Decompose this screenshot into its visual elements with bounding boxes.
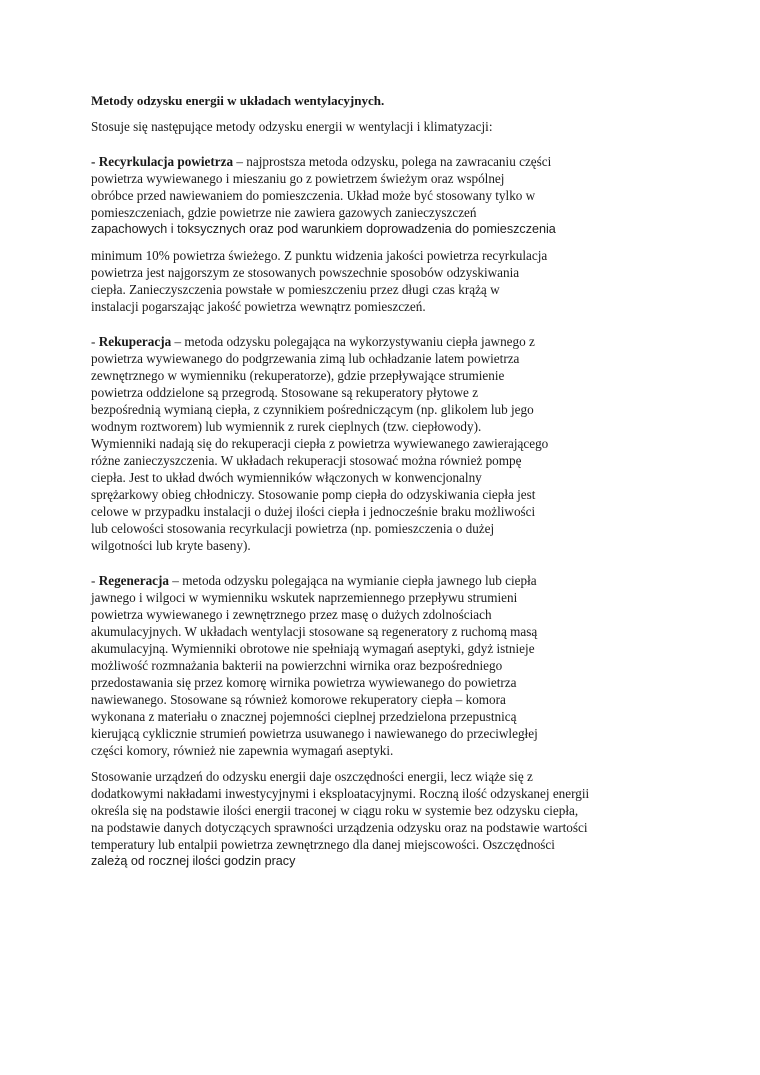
- paragraph-line: wilgotności lub kryte baseny).: [91, 538, 251, 553]
- paragraph-line: [91, 333, 651, 350]
- paragraph-line: przedostawania się przez komorę wirnika powietrza wywiewanego do powietrza: [91, 675, 517, 690]
- paragraph-line: wodnym roztworem) lub wymiennik z rurek cieplnych (tzw. ciepłowody).: [91, 419, 482, 434]
- line-text: – metoda odzysku polegająca na wykorzystywaniu ciepła jawnego z: [171, 334, 535, 349]
- paragraph-line: możliwość rozmnażania bakterii na powierzchni wirnika oraz bezpośredniego: [91, 658, 503, 673]
- paragraph-line: różne zanieczyszczenia. W układach rekuperacji stosować można również pompę: [91, 453, 522, 468]
- paragraph-line: na podstawie danych dotyczących sprawności urządzenia odzysku oraz na podstawie wartości: [91, 820, 588, 835]
- paragraph-line: [91, 153, 651, 170]
- paragraph-line: powietrza wywiewanego do podgrzewania zimą lub ochładzanie latem powietrza: [91, 351, 520, 366]
- paragraph-line: powietrza wywiewanego i mieszaniu go z powietrzem świeżym oraz wspólnej: [91, 171, 505, 186]
- paragraph-line: powietrza jest najgorszym ze stosowanych powszechnie sposobów odzyskiwania: [91, 265, 520, 280]
- paragraph-line: kierującą cyklicznie strumień powietrza usuwanego i nawiewanego do przeciwległej: [91, 726, 538, 741]
- paragraph-line: akumulacyjnych. W układach wentylacji stosowane są regeneratory z ruchomą masą: [91, 624, 538, 639]
- intro-line: Stosuje się następujące metody odzysku energii w wentylacji i klimatyzacji:: [91, 119, 493, 134]
- document-title: Metody odzysku energii w układach wentylacyjnych.: [91, 93, 385, 108]
- paragraph-line: powietrza wywiewanego i zewnętrznego przez masę o dużych zdolnościach: [91, 607, 492, 622]
- paragraph-line: ciepła. Jest to układ dwóch wymienników włączonych w konwencjonalny: [91, 470, 482, 485]
- paragraph-line: pomieszczeniach, gdzie powietrze nie zawiera gazowych zanieczyszczeń: [91, 205, 477, 220]
- paragraph-line: Wymienniki nadają się do rekuperacji ciepła z powietrza wywiewanego zawierającego: [91, 436, 549, 451]
- paragraph-line: sprężarkowy obieg chłodniczy. Stosowanie pomp ciepła do odzyskiwania ciepła jest: [91, 487, 536, 502]
- paragraph-line: akumulacyjną. Wymienniki obrotowe nie spełniają wymagań aseptyki, gdyż istnieje: [91, 641, 535, 656]
- regeneration-paragraph: [91, 572, 651, 759]
- summary-paragraph: [91, 768, 651, 870]
- bullet-dash: -: [91, 334, 99, 349]
- paragraph-line: zewnętrznego w wymienniku (rekuperatorze), gdzie przepływające strumienie: [91, 368, 505, 383]
- recirculation-continuation: [91, 247, 651, 315]
- paragraph-line: jawnego i wilgoci w wymienniku wskutek naprzemiennego przepływu strumieni: [91, 590, 518, 605]
- regeneration-heading: Regeneracja: [98, 573, 169, 588]
- paragraph-line: minimum 10% powietrza świeżego. Z punktu widzenia jakości powietrza recyrkulacja: [91, 248, 548, 263]
- paragraph-line: powietrza oddzielone są przegrodą. Stosowane są rekuperatory płytowe z: [91, 385, 479, 400]
- recuperation-paragraph: [91, 333, 651, 554]
- paragraph-line: Stosowanie urządzeń do odzysku energii daje oszczędności energii, lecz wiąże się z: [91, 769, 533, 784]
- paragraph-line: zapachowych i toksycznych oraz pod warunkiem doprowadzenia do pomieszczenia: [91, 222, 556, 236]
- paragraph-line: części komory, również nie zapewnia wymagań aseptyki.: [91, 743, 394, 758]
- recirculation-heading: - Recyrkulacja powietrza: [91, 154, 234, 169]
- bullet-dash: -: [91, 573, 99, 588]
- paragraph-line: obróbce przed nawiewaniem do pomieszczenia. Układ może być stosowany tylko w: [91, 188, 536, 203]
- paragraph-line: nawiewanego. Stosowane są również komorowe rekuperatory ciepła – komora: [91, 692, 506, 707]
- line-text: – metoda odzysku polegająca na wymianie ciepła jawnego lub ciepła: [169, 573, 537, 588]
- recuperation-heading: Rekuperacja: [98, 334, 172, 349]
- paragraph-line: dodatkowymi nakładami inwestycyjnymi i eksploatacyjnymi. Roczną ilość odzyskanej energii: [91, 786, 590, 801]
- paragraph-line: instalacji pogarszając jakość powietrza wewnątrz pomieszczeń.: [91, 299, 426, 314]
- paragraph-line: wykonana z materiału o znacznej pojemności cieplnej przedzielona przepustnicą: [91, 709, 517, 724]
- paragraph-line: ciepła. Zanieczyszczenia powstałe w pomieszczeniu przez długi czas krążą w: [91, 282, 500, 297]
- paragraph-line: zależą od rocznej ilości godzin pracy: [91, 854, 296, 868]
- recirculation-paragraph: [91, 153, 651, 238]
- intro-paragraph: [91, 118, 651, 135]
- paragraph-line: określa się na podstawie ilości energii traconej w ciągu roku w systemie bez odzysku ciepła,: [91, 803, 579, 818]
- paragraph-line: lub celowości stosowania recyrkulacji powietrza (np. pomieszczenia o dużej: [91, 521, 495, 536]
- line-text: – najprostsza metoda odzysku, polega na zawracaniu części: [233, 154, 552, 169]
- paragraph-line: [91, 572, 651, 589]
- paragraph-line: bezpośrednią wymianą ciepła, z czynnikiem pośredniczącym (np. glikolem lub jego: [91, 402, 534, 417]
- paragraph-line: celowe w przypadku instalacji o dużej ilości ciepła i jednocześnie braku możliwości: [91, 504, 536, 519]
- paragraph-line: temperatury lub entalpii powietrza zewnętrznego dla danej miejscowości. Oszczędności: [91, 837, 555, 852]
- document-body: [91, 92, 651, 870]
